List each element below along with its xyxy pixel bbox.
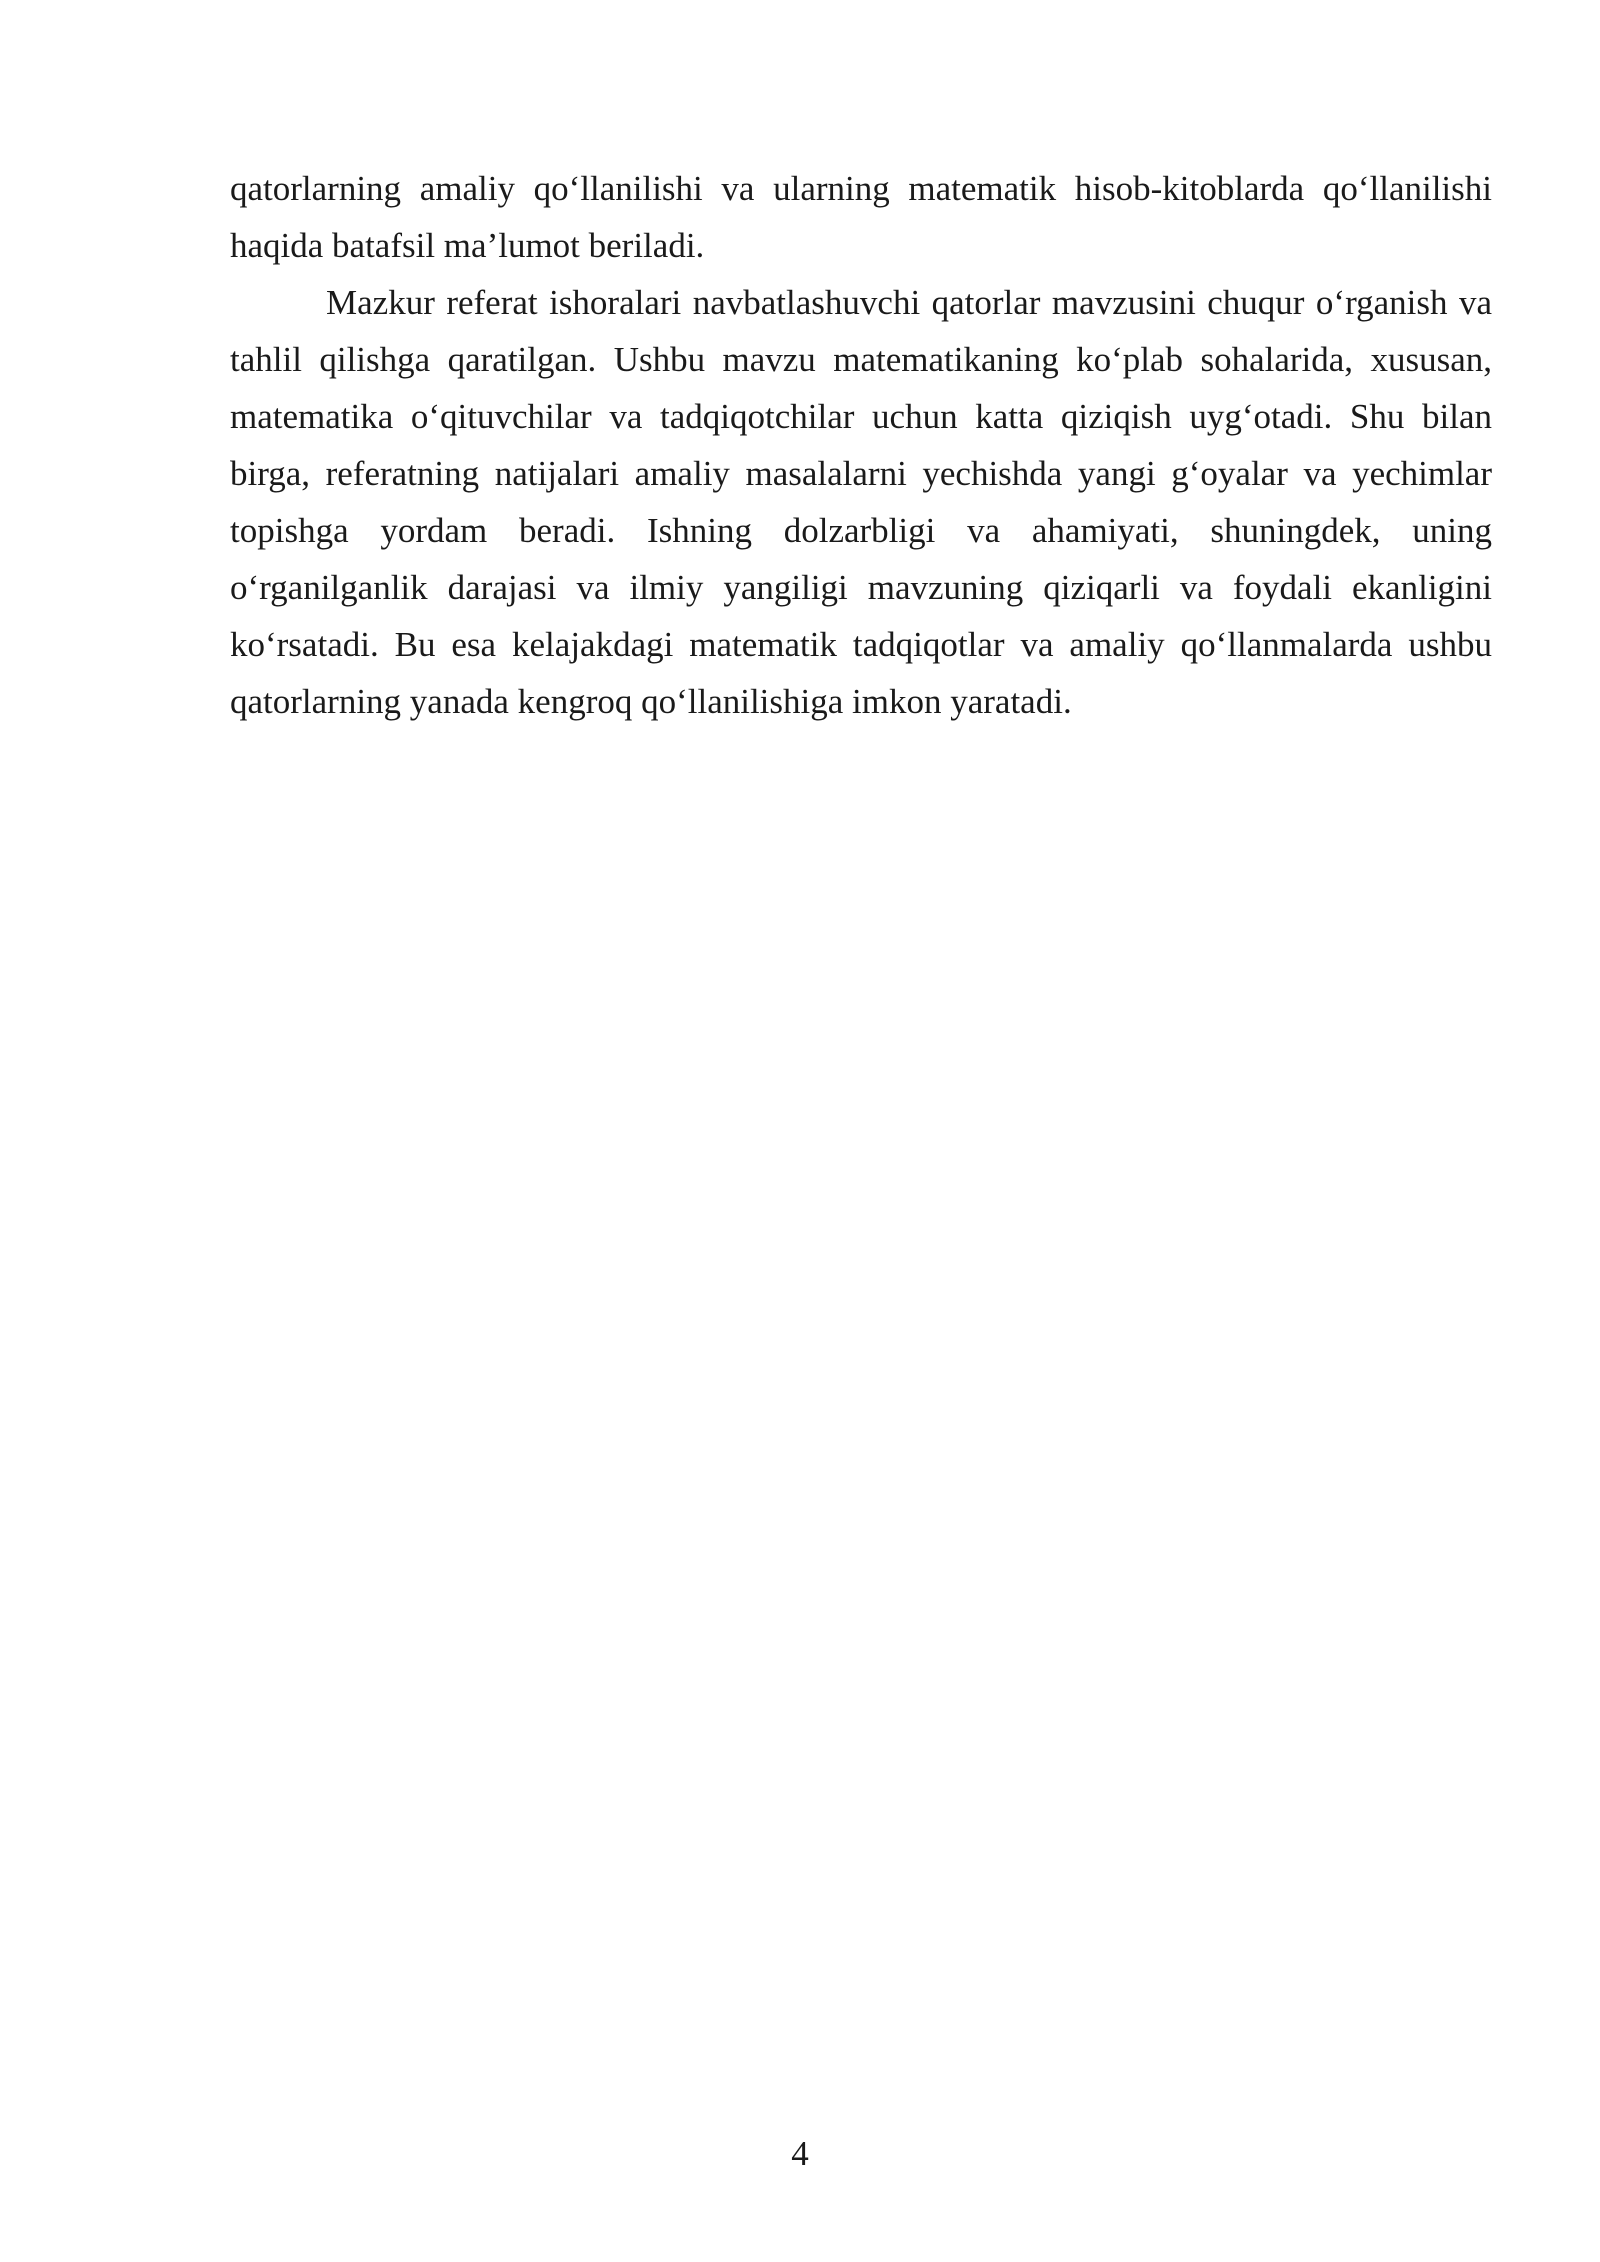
body-text [230, 160, 1492, 730]
page-number: 4 [791, 2134, 809, 2173]
paragraph-intro: Mazkur referat ishoralari navbatlashuvchi qatorlar mavzusini chuqur o‘rganish va tahlil qilishga qaratilgan. Ushbu mavzu matematikaning ko‘plab sohalarida, xususan, matematika o‘qituvchilar va tadqiqotchilar uchun katta qiziqish uyg‘otadi. Shu bilan birga, referatning natijalari amaliy masalalarni yechishda yangi g‘oyalar va yechimlar topishga yordam beradi. Ishning dolzarbligi va ahamiyati, shuningdek, uning o‘rganilganlik darajasi va ilmiy yangiligi mavzuning qiziqarli va foydali ekanligini ko‘rsatadi. Bu esa kelajakdagi matematik tadqiqotlar va amaliy qo‘llanmalarda ushbu qatorlarning yanada kengroq qo‘llanilishiga imkon yaratadi. [230, 283, 1492, 721]
paragraph-continuation: qatorlarning amaliy qo‘llanilishi va ularning matematik hisob-kitoblarda qo‘llanilishi haqida batafsil ma’lumot beriladi. [230, 169, 1492, 265]
